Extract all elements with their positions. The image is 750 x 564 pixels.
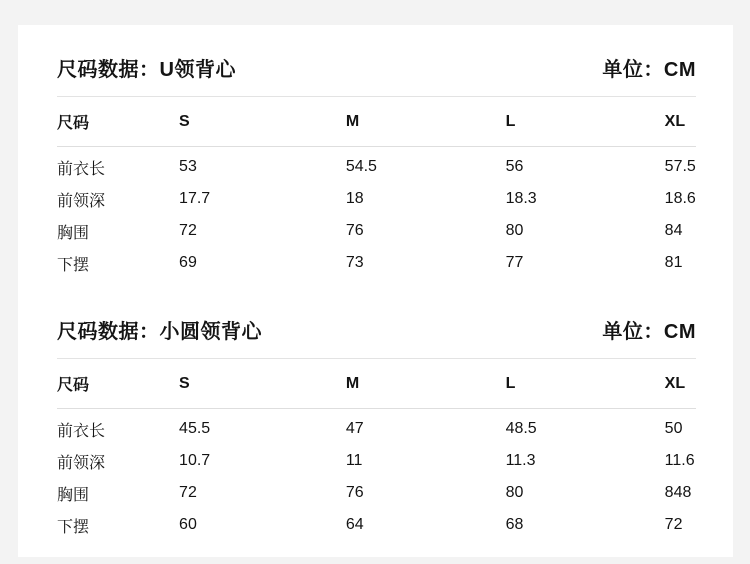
header-cell-s: S — [179, 359, 346, 409]
section-header — [57, 57, 696, 83]
cell: 72 — [179, 222, 197, 239]
cell: 56 — [505, 158, 524, 175]
header-cell-s: S — [179, 97, 346, 147]
header-cell-l: L — [506, 97, 665, 147]
cell: 18.6 — [664, 190, 696, 207]
table-row — [57, 183, 696, 215]
cell: 73 — [345, 254, 364, 271]
unit-label: 单位：CM — [602, 321, 696, 343]
size-chart-card — [18, 25, 733, 557]
cell: 72 — [664, 516, 683, 533]
cell: 68 — [505, 516, 524, 533]
cell: 18 — [345, 190, 364, 207]
row-label: 前衣长 — [57, 160, 106, 178]
cell: 81 — [664, 254, 683, 271]
cell: 76 — [345, 222, 364, 239]
row-label: 前领深 — [57, 454, 106, 472]
section-title: 尺码数据：小圆领背心 — [57, 321, 262, 343]
header-cell-xl: XL — [665, 97, 696, 147]
table-row — [57, 147, 696, 184]
header-cell-size: 尺码 — [57, 97, 179, 147]
section-title: 尺码数据：U领背心 — [57, 59, 236, 81]
cell: 18.3 — [505, 190, 537, 207]
size-section-round-neck — [57, 319, 696, 541]
cell: 11 — [345, 452, 363, 469]
size-table — [57, 359, 696, 541]
cell: 53 — [179, 158, 197, 175]
table-row — [57, 247, 696, 279]
row-label: 前领深 — [57, 192, 106, 210]
cell: 80 — [505, 484, 524, 501]
cell: 84 — [664, 222, 683, 239]
cell: 77 — [505, 254, 524, 271]
header-cell-l: L — [506, 359, 665, 409]
size-table — [57, 97, 696, 279]
row-label: 胸围 — [57, 224, 90, 242]
cell: 48.5 — [505, 420, 537, 437]
header-cell-m: M — [346, 359, 506, 409]
size-section-u-neck — [57, 57, 696, 279]
cell: 848 — [664, 484, 692, 501]
table-row — [57, 509, 696, 541]
cell: 50 — [664, 420, 683, 437]
table-row — [57, 445, 696, 477]
row-label: 胸围 — [57, 486, 90, 504]
cell: 54.5 — [345, 158, 377, 175]
table-header-row — [57, 359, 696, 409]
cell: 17.7 — [179, 190, 211, 207]
header-cell-xl: XL — [665, 359, 696, 409]
cell: 69 — [179, 254, 197, 271]
header-cell-m: M — [346, 97, 506, 147]
cell: 47 — [345, 420, 364, 437]
row-label: 前衣长 — [57, 422, 106, 440]
cell: 72 — [179, 484, 197, 501]
table-row — [57, 409, 696, 446]
cell: 45.5 — [179, 420, 211, 437]
unit-label: 单位：CM — [602, 59, 696, 81]
section-header — [57, 319, 696, 345]
cell: 76 — [345, 484, 364, 501]
table-row — [57, 215, 696, 247]
cell: 80 — [505, 222, 524, 239]
table-header-row — [57, 97, 696, 147]
cell: 57.5 — [664, 158, 696, 175]
table-row — [57, 477, 696, 509]
cell: 11.3 — [505, 452, 536, 469]
header-cell-size: 尺码 — [57, 359, 179, 409]
cell: 64 — [345, 516, 364, 533]
cell: 10.7 — [179, 452, 211, 469]
row-label: 下摆 — [57, 256, 90, 274]
cell: 60 — [179, 516, 197, 533]
cell: 11.6 — [664, 452, 695, 469]
row-label: 下摆 — [57, 518, 90, 536]
